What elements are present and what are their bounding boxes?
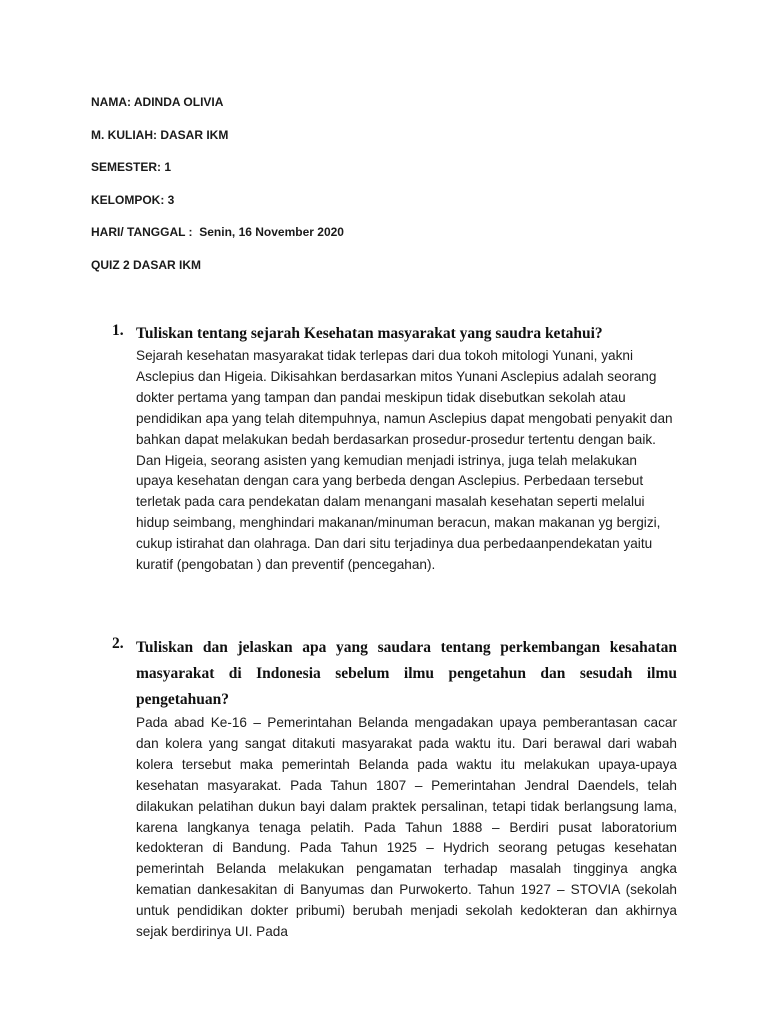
question-answer: Pada abad Ke-16 – Pemerintahan Belanda mengadakan upaya pemberantasan cacar dan kolera yang sangat ditakuti masyarakat pada waktu itu. Dari berawal dari wabah kolera tersebut maka pemerintah Belanda pada waktu itu melakukan upaya-upaya kesehatan masyarakat. Pada Tahun 1807 – Pemerintahan Jendral Daendels, telah dilakukan pelatihan dukun bayi dalam praktek persalinan, tetapi tidak berlangsung lama, karena langkanya tenaga pelatih. Pada Tahun 1888 – Berdiri pusat laboratorium kedokteran di Bandung. Pada Tahun 1925 – Hydrich seorang petugas kesehatan pemerintah Belanda melakukan pengamatan terhadap masalah tingginya angka kematian dankesakitan di Banyumas dan Purwokerto. Tahun 1927 – STOVIA (sekolah untuk pendidikan dokter pribumi) berubah menjadi sekolah kedokteran dan akhirnya sejak berdirinya UI. Pada	[136, 715, 677, 940]
student-info-header	[91, 88, 344, 284]
quiz-title: QUIZ 2 DASAR IKM	[91, 257, 202, 272]
question-2	[112, 635, 677, 943]
date-label: HARI/ TANGGAL :	[91, 225, 193, 240]
date-info	[91, 218, 344, 251]
question-answer: Sejarah kesehatan masyarakat tidak terlepas dari dua tokoh mitologi Yunani, yakni Asclepius dan Higeia. Dikisahkan berdasarkan mitos Yunani Asclepius adalah seorang dokter pertama yang tampan dan pandai meskipun tidak disebutkan sekolah atau pendidikan apa yang telah ditempuhnya, namun Asclepius dapat mengobati penyakit dan bahkan dapat melakukan bedah berdasarkan prosedur-prosedur tertentu dengan baik. Dan Higeia, seorang asisten yang kemudian menjadi istrinya, juga telah melakukan upaya kesehatan dengan cara yang berbeda dengan Asclepius. Perbedaan tersebut terletak pada cara pendekatan dalam menangani masalah kesehatan seperti melalui hidup seimbang, menghindari makanan/minuman beracun, makan makanan yg bergizi, cukup istirahat dan olahraga. Dan dari situ terjadinya dua perbedaanpendekatan yaitu kuratif (pengobatan ) dan preventif (pencegahan).	[136, 348, 673, 573]
question-title: Tuliskan dan jelaskan apa yang saudara tentang perkembangan kesahatan masyarakat di Indonesia sebelum ilmu pengetahun dan sesudah ilmu pengetahuan?	[136, 639, 677, 708]
date-value: Senin, 16 November 2020	[199, 225, 344, 240]
question-number: 2.	[112, 635, 124, 652]
course-name: M. KULIAH: DASAR IKM	[91, 127, 229, 142]
student-name: NAMA: ADINDA OLIVIA	[91, 95, 224, 109]
group-info: KELOMPOK: 3	[91, 192, 175, 207]
question-number: 1.	[112, 322, 124, 339]
question-1	[112, 322, 677, 576]
question-title: Tuliskan tentang sejarah Kesehatan masyarakat yang saudra ketahui?	[136, 325, 603, 342]
semester-info: SEMESTER: 1	[91, 160, 172, 175]
